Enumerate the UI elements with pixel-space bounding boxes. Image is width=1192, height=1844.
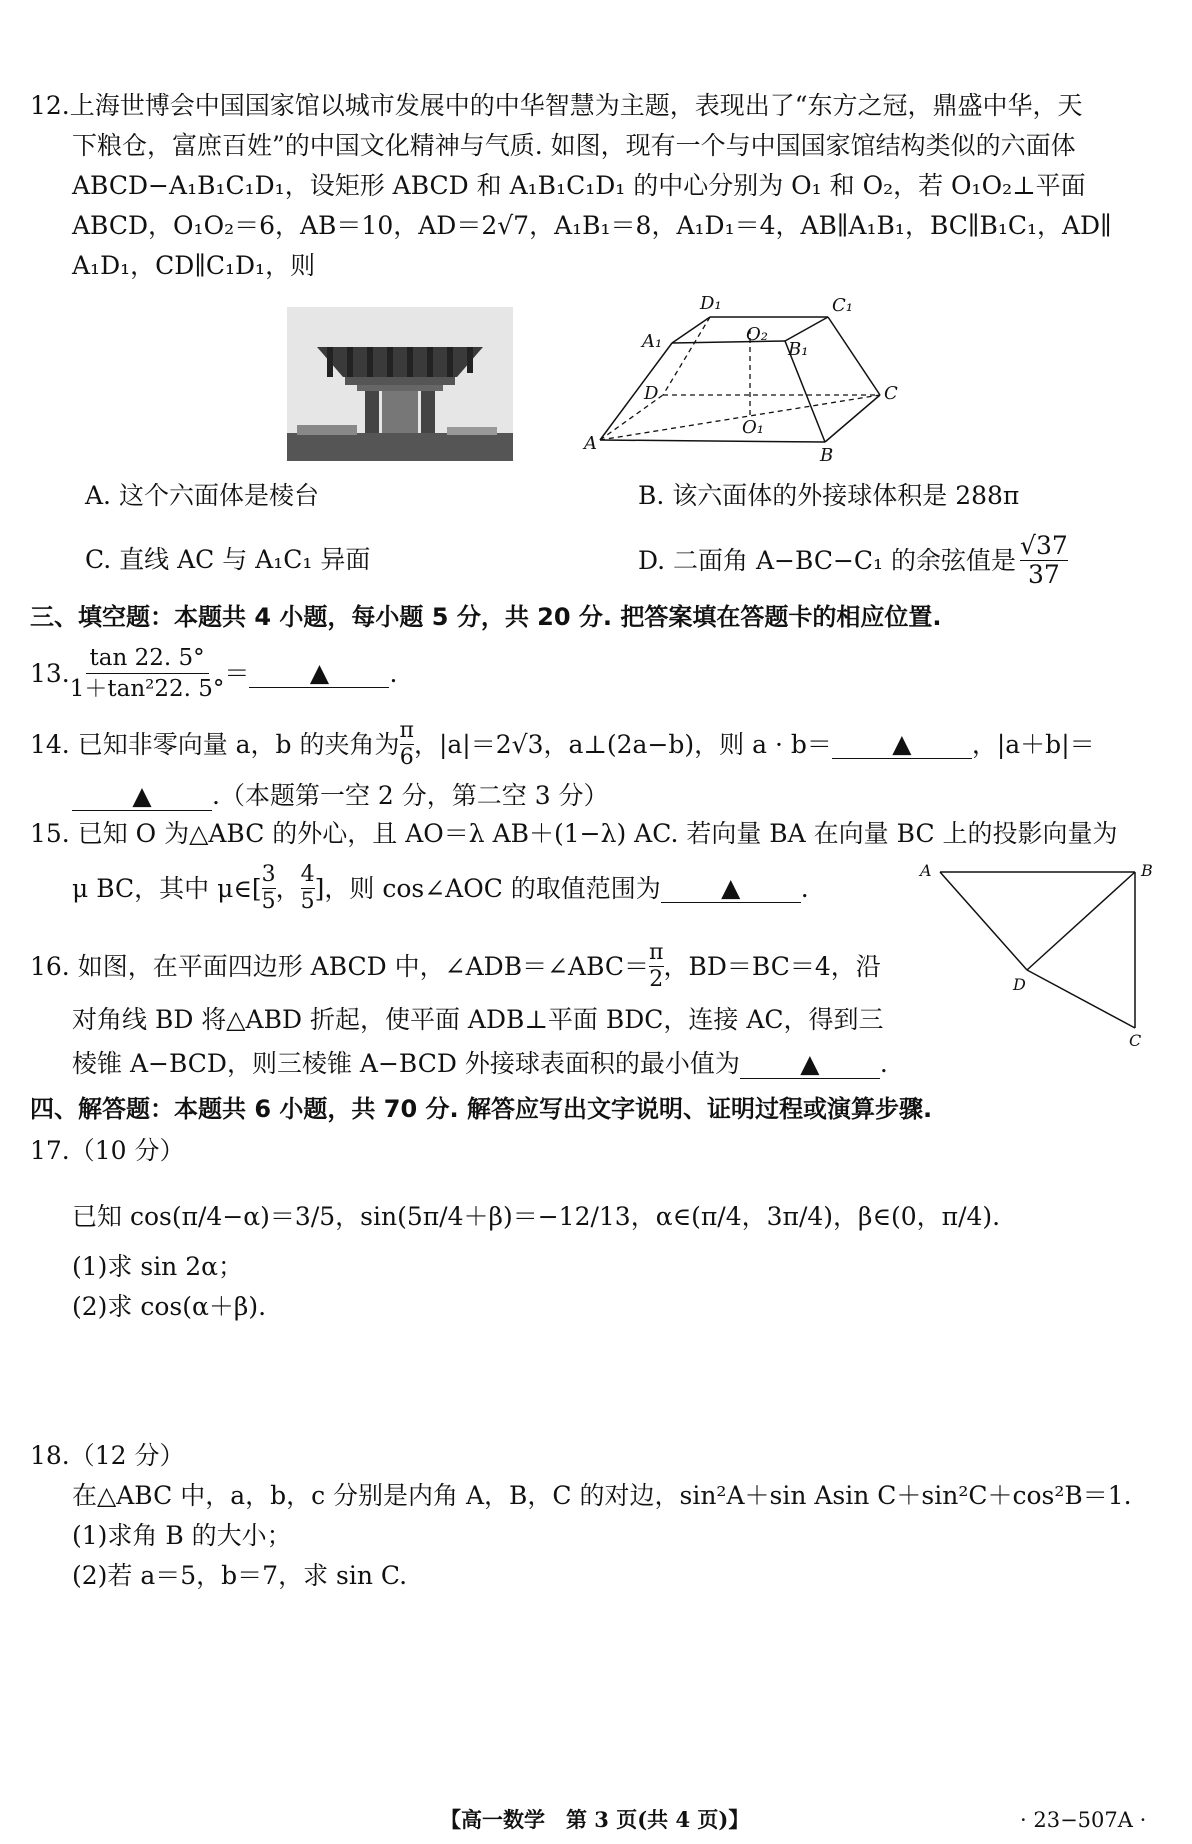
question-12: [30, 86, 1160, 286]
fraction-denominator: 5: [261, 889, 276, 914]
q12-option-c: C. 直线 AC 与 A₁C₁ 异面: [85, 545, 371, 574]
q15-text: μ BC，其中 μ∈[: [72, 873, 262, 903]
q14-text: .（本题第一空 2 分，第二空 3 分）: [212, 781, 609, 810]
q12-line: 12.上海世博会中国国家馆以城市发展中的中华智慧为主题，表现出了“东方之冠，鼎盛中华，天: [30, 91, 1083, 120]
fraction-denominator: 37: [1027, 560, 1060, 589]
q16-line3: [30, 1044, 950, 1084]
q12-line: ABCD，O₁O₂＝6，AB＝10，AD＝2√7，A₁B₁＝8，A₁D₁＝4，AB∥A₁B₁，BC∥B₁C₁，AD∥: [72, 211, 1112, 240]
q14-text: ，|a|＝2√3，a⊥(2a−b)，则 a · b＝: [413, 729, 832, 759]
q17-part1: (1)求 sin 2α；: [72, 1252, 244, 1281]
fraction-numerator: π: [399, 718, 414, 743]
q16-text: 棱锥 A−BCD，则三棱锥 A−BCD 外接球表面积的最小值为: [72, 1049, 740, 1078]
label-D: D: [1013, 975, 1026, 994]
fraction-numerator: 4: [300, 862, 315, 887]
q14-text: 14. 已知非零向量 a，b 的夹角为: [30, 729, 400, 759]
q12-line: 下粮仓，富庶百姓”的中国文化精神与气质. 如图，现有一个与中国国家馆结构类似的六面体: [72, 131, 1076, 160]
section-4-heading: 四、解答题：本题共 6 小题，共 70 分. 解答应写出文字说明、证明过程或演算步骤.: [30, 1095, 933, 1123]
question-17: [30, 1131, 1160, 1327]
fraction-numerator: √37: [1020, 531, 1068, 560]
question-13: [30, 643, 1160, 704]
q15-fraction: [301, 862, 315, 915]
q15-line1: 15. 已知 O 为△ABC 的外心，且 AO＝λ AB＋(1−λ) AC. 若向量 BA 在向量 BC 上的投影向量为: [30, 819, 1118, 848]
footer-page-info: 【高一数学 第 3 页(共 4 页)】: [440, 1807, 750, 1832]
q12-line: A₁D₁，CD∥C₁D₁，则: [72, 251, 316, 280]
q16-text: 16. 如图，在平面四边形 ABCD 中，∠ADB＝∠ABC＝: [30, 951, 650, 981]
hexahedron-figure: [580, 295, 900, 470]
label-D: D: [644, 383, 659, 404]
label-C: C: [884, 383, 898, 404]
label-A1: A₁: [642, 331, 663, 352]
q12-option-a: A. 这个六面体是棱台: [85, 481, 319, 510]
question-14: [30, 718, 1160, 771]
label-B: B: [820, 445, 834, 466]
label-B1: B₁: [788, 339, 809, 360]
fraction-numerator: π: [649, 940, 664, 965]
china-pavilion-photo: [287, 307, 513, 461]
q15-comma: ，: [275, 873, 301, 903]
label-O2: O₂: [746, 324, 768, 345]
label-O1: O₁: [742, 417, 764, 438]
q17-head: 17.（10 分）: [30, 1136, 185, 1165]
q12-line: ABCD−A₁B₁C₁D₁，设矩形 ABCD 和 A₁B₁C₁D₁ 的中心分别为 O₁ 和 O₂，若 O₁O₂⊥平面: [72, 171, 1086, 200]
label-D1: D₁: [700, 295, 722, 314]
footer-code: · 23−507A ·: [1020, 1808, 1147, 1832]
answer-blank: ▲: [72, 782, 212, 811]
fraction-denominator: 5: [300, 889, 315, 914]
label-A: A: [920, 861, 932, 880]
q13-number: 13.: [30, 658, 70, 688]
q14-fraction: [400, 718, 414, 771]
label-A: A: [584, 433, 597, 454]
q14-text: ，|a＋b|＝: [971, 729, 1095, 759]
q12-option-d-text: D. 二面角 A−BC−C₁ 的余弦值是: [638, 545, 1017, 575]
q18-head: 18.（12 分）: [30, 1441, 185, 1470]
answer-blank: ▲: [249, 659, 389, 688]
fraction-numerator: 3: [261, 862, 276, 887]
q12-option-d-fraction: [1020, 532, 1068, 589]
answer-blank: ▲: [832, 730, 972, 759]
q16-text: ，BD＝BC＝4，沿: [663, 951, 881, 981]
label-B: B: [1141, 861, 1153, 880]
label-C: C: [1129, 1031, 1142, 1050]
question-15-line2: [30, 862, 910, 915]
question-16: [30, 940, 910, 993]
label-C1: C₁: [832, 295, 853, 316]
question-15: [30, 814, 1160, 854]
fraction-denominator: 2: [649, 967, 664, 992]
fraction-denominator: 6: [399, 745, 414, 770]
q12-option-d: [638, 532, 1068, 589]
answer-blank: ▲: [740, 1050, 880, 1079]
section-3-heading: 三、填空题：本题共 4 小题，每小题 5 分，共 20 分. 把答案填在答题卡的相应位置.: [30, 603, 942, 631]
q13-fraction: [70, 643, 225, 704]
q18-part1: (1)求角 B 的大小；: [72, 1521, 292, 1550]
q15-text: ]，则 cos∠AOC 的取值范围为: [314, 873, 661, 903]
q15-fraction: [262, 862, 276, 915]
q16-end: .: [879, 1049, 888, 1078]
question-14-line2: [30, 776, 1160, 816]
q16-line2: 对角线 BD 将△ABD 折起，使平面 ADB⊥平面 BDC，连接 AC，得到三: [72, 1005, 884, 1034]
fraction-denominator: 1＋tan²22. 5°: [69, 676, 225, 702]
q13-end: .: [389, 658, 398, 688]
q16-fraction: [649, 940, 663, 993]
question-18: [30, 1436, 1160, 1596]
q15-end: .: [800, 873, 809, 903]
fraction-numerator: tan 22. 5°: [86, 643, 209, 674]
quadrilateral-figure: [915, 860, 1165, 1050]
answer-blank: ▲: [661, 874, 801, 903]
q17-part2: (2)求 cos(α＋β).: [72, 1292, 267, 1321]
q13-equals: ＝: [224, 658, 250, 688]
q12-option-b: B. 该六面体的外接球体积是 288π: [638, 481, 1020, 510]
q18-given: 在△ABC 中，a，b，c 分别是内角 A，B，C 的对边，sin²A＋sin Asin C＋sin²C＋cos²B＝1.: [72, 1481, 1132, 1510]
q18-part2: (2)若 a＝5，b＝7，求 sin C.: [72, 1561, 408, 1590]
q17-given: 已知 cos(π/4−α)＝3/5，sin(5π/4＋β)＝−12/13，α∈(π/4，3π/4)，β∈(0，π/4).: [72, 1202, 1001, 1231]
